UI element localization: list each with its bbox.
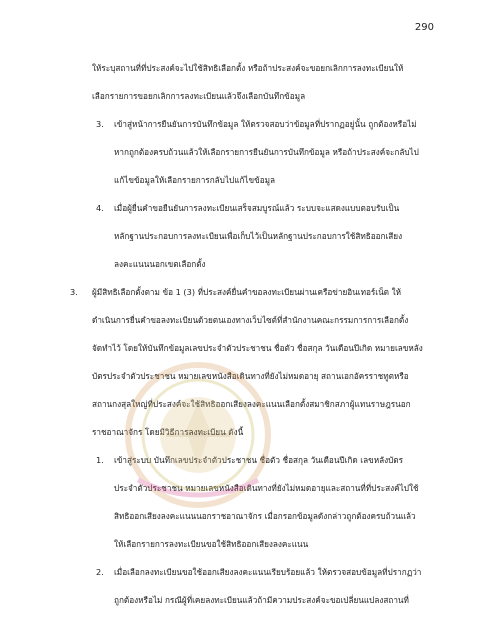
text-line: เข้าสู่หน้าการยืนยันการบันทึกข้อมูล ให้ตรวจสอบว่าข้อมูลที่ปรากฏอยู่นั้น ถูกต้องหรือไม่ [114, 119, 417, 129]
text-line: จัดทำไว้ โดยให้บันทึกข้อมูลเลขประจำตัวประชาชน ชื่อตัว ชื่อสกุล วันเดือนปีเกิด หมายเลขหลัง [92, 343, 423, 353]
item-number: 1. [96, 455, 104, 465]
text-line: ลงคะแนนนอกเขตเลือกตั้ง [114, 259, 206, 269]
text-line: สิทธิออกเสียงลงคะแนนนอกราชอาณาจักร เมื่อกรอกข้อมูลดังกล่าวถูกต้องครบถ้วนแล้ว [114, 511, 416, 521]
text-line: ดำเนินการยื่นคำขอลงทะเบียนด้วยตนเองทางเว็บไซต์ที่สำนักงานคณะกรรมการการเลือกตั้ง [92, 315, 409, 325]
item-number: 4. [96, 203, 104, 213]
text-line: เมื่อผู้ยื่นคำขอยืนยันการลงทะเบียนเสร็จสมบูรณ์แล้ว ระบบจะแสดงแบบตอบรับเป็น [114, 203, 400, 213]
text-line: ถูกต้องหรือไม่ กรณีผู้ที่เคยลงทะเบียนแล้วถ้ามีความประสงค์จะขอเปลี่ยนแปลงสถานที่ [114, 595, 409, 605]
item-number: 3. [96, 119, 104, 129]
text-line: เข้าสู่ระบบ บันทึกเลขประจำตัวประชาชน ชื่อตัว ชื่อสกุล วันเดือนปีเกิด เลขหลังบัตร [114, 455, 404, 465]
text-line: ราชอาณาจักร โดยมีวิธีการลงทะเบียน ดังนี้ [92, 427, 244, 437]
text-line: หากถูกต้องครบถ้วนแล้วให้เลือกรายการยืนยันการบันทึกข้อมูล หรือถ้าประสงค์จะกลับไป [114, 147, 419, 157]
text-line: เลือกรายการขอยกเลิกการลงทะเบียนแล้วจึงเลือกบันทึกข้อมูล [92, 91, 306, 101]
text-line: หลักฐานประกอบการลงทะเบียนเพื่อเก็บไว้เป็นหลักฐานประกอบการใช้สิทธิออกเสียง [114, 231, 403, 241]
text-line: ให้เลือกรายการลงทะเบียนขอใช้สิทธิออกเสียงลงคะแนน [114, 539, 309, 549]
text-line: เมื่อเลือกลงทะเบียนขอใช้ออกเสียงลงคะแนนเรียบร้อยแล้ว ให้ตรวจสอบข้อมูลที่ปรากฏว่า [114, 567, 422, 577]
text-line: ประจำตัวประชาชน หมายเลขหนังสือเดินทางที่ยังไม่หมดอายุและสถานที่ที่ประสงค์ไปใช้ [114, 483, 419, 493]
item-number: 2. [96, 567, 104, 577]
page-number: 290 [414, 22, 434, 33]
text-line: ให้ระบุสถานที่ที่ประสงค์จะไปใช้สิทธิเลือกตั้ง หรือถ้าประสงค์จะขอยกเลิกการลงทะเบียนให้ [92, 63, 404, 73]
text-line: แก้ไขข้อมูลให้เลือกรายการกลับไปแก้ไขข้อมูล [114, 175, 276, 185]
item-number: 3. [70, 287, 78, 297]
text-line: สถานกงสุลใหญ่ที่ประสงค์จะใช้สิทธิออกเสียงลงคะแนนเลือกตั้งสมาชิกสภาผู้แทนราษฎรนอก [92, 399, 411, 409]
text-line: บัตรประจำตัวประชาชน หมายเลขหนังสือเดินทางที่ยังไม่หมดอายุ สถานเอกอัครราชทูตหรือ [92, 371, 409, 381]
text-line: ผู้มีสิทธิเลือกตั้งตาม ข้อ 1 (3) ที่ประสงค์ยื่นคำขอลงทะเบียนผ่านเครือข่ายอินเทอร์เน็ต ให้ [92, 287, 401, 297]
